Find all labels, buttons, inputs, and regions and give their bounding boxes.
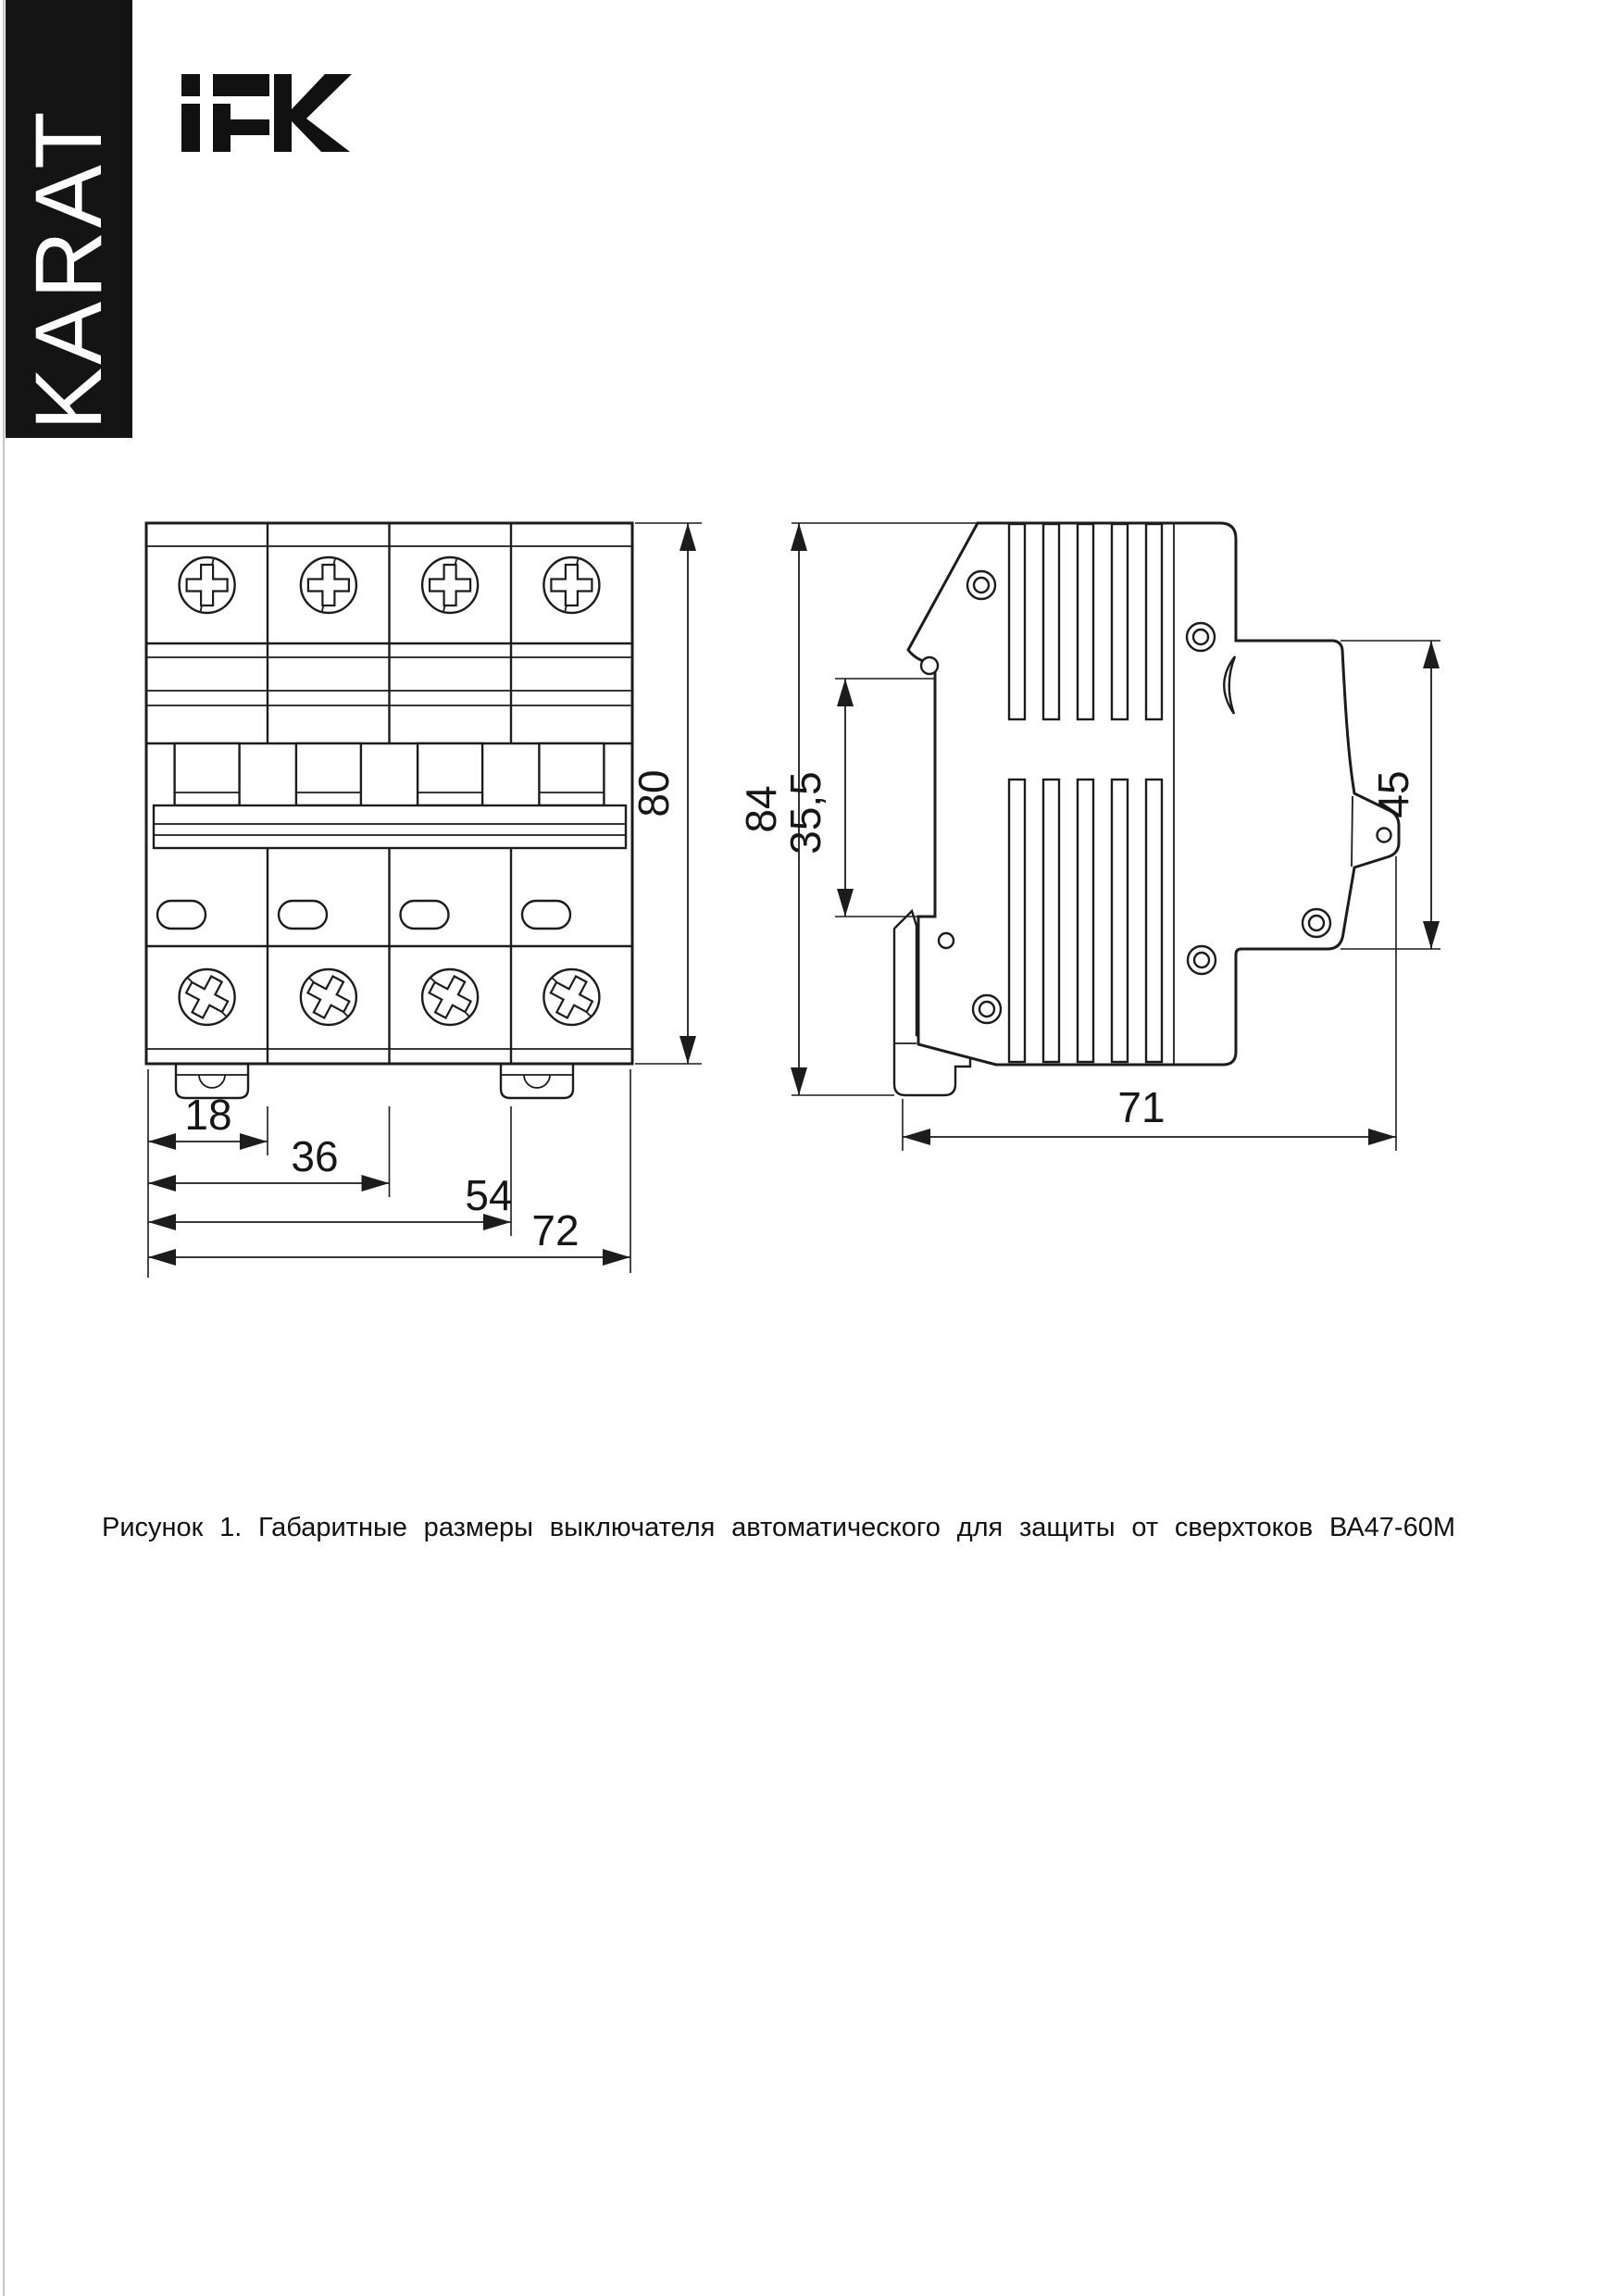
dim-label-72: 72 bbox=[531, 1206, 580, 1254]
dim-label-84: 84 bbox=[737, 785, 785, 833]
front-pin-hole bbox=[921, 657, 938, 674]
karat-sidebar-label: KARAT bbox=[16, 108, 121, 430]
front-view bbox=[146, 523, 702, 1278]
dim-label-71: 71 bbox=[1117, 1083, 1166, 1131]
toggle-tie-bar bbox=[154, 805, 626, 848]
dim-label-54: 54 bbox=[465, 1171, 513, 1219]
figure-caption: Рисунок 1. Габаритные размеры выключателя автоматического для защиты от сверхтоков ВА47-60М bbox=[102, 1513, 1455, 1542]
dim-label-18: 18 bbox=[184, 1091, 232, 1139]
din-clip-tabs bbox=[176, 1064, 573, 1098]
clip-pin-hole bbox=[939, 933, 954, 948]
dim-label-36: 36 bbox=[291, 1132, 339, 1180]
dim-front-height bbox=[630, 523, 702, 1064]
dim-label-80: 80 bbox=[630, 769, 678, 817]
latch-edge bbox=[1352, 796, 1353, 867]
latch-hole bbox=[1378, 829, 1391, 842]
side-view bbox=[737, 523, 1440, 1151]
dim-front-widths bbox=[148, 1069, 630, 1278]
dim-rail-seat bbox=[781, 679, 935, 917]
dim-label-35-5: 35,5 bbox=[781, 771, 829, 855]
dim-label-45: 45 bbox=[1369, 770, 1417, 818]
